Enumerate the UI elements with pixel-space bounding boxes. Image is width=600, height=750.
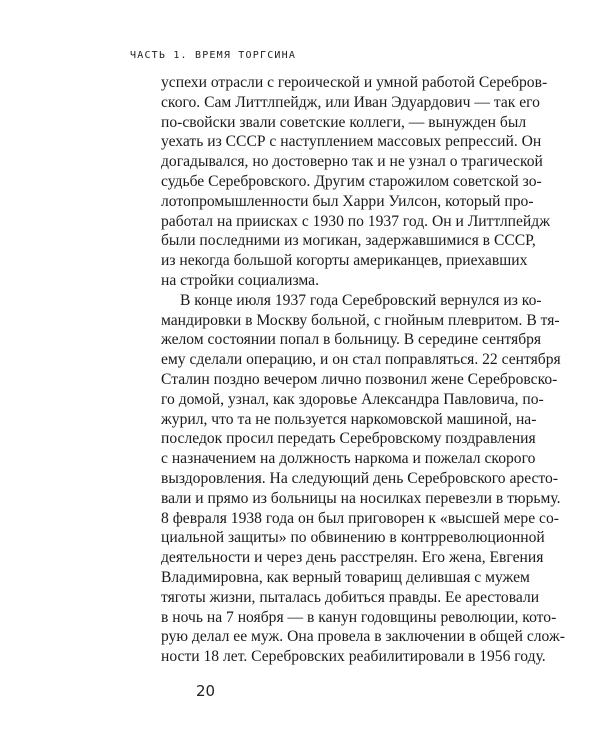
text-line: уехать из СССР с наступлением массовых репрессий. Он	[161, 133, 542, 151]
text-line: по-свойски звали советские коллеги, — вынужден был	[161, 113, 527, 131]
page-number: 20	[196, 682, 216, 700]
text-line: го домой, узнал, как здоровье Александра Павловича, по-	[161, 390, 544, 408]
text-line: рую делал ее муж. Она провела в заключении в общей слож-	[161, 628, 565, 646]
text-line: в ночь на 7 ноября — в канун годовщины революции, кото-	[161, 608, 557, 626]
paragraph	[161, 291, 565, 667]
text-line: последок просил передать Серебровскому поздравления	[161, 430, 536, 448]
text-line: тяготы жизни, пыталась добиться правды. Ее арестовали	[161, 588, 540, 606]
text-line: вали и прямо из больницы на носилках перевезли в тюрьму.	[161, 489, 561, 507]
text-line: успехи отрасли с героической и умной работой Серебров-	[161, 74, 548, 91]
text-line: мандировки в Москву больной, с гнойным плевритом. В тя-	[161, 311, 560, 329]
text-line: 8 февраля 1938 года он был приговорен к «высшей мере со-	[161, 509, 559, 527]
text-line: Сталин поздно вечером лично позвонил жене Серебровско-	[161, 370, 558, 388]
running-header: ЧАСТЬ 1. ВРЕМЯ ТОРГСИНА	[130, 50, 297, 61]
text-line: ему сделали операцию, и он стал поправляться. 22 сентября	[161, 351, 561, 369]
paragraph	[161, 73, 550, 291]
text-line: ности 18 лет. Серебровских реабилитировали в 1956 году.	[161, 648, 546, 666]
text-line: догадывался, но достоверно так и не узнал о трагической	[161, 153, 543, 171]
text-line: выздоровления. На следующий день Серебровского аресто-	[161, 469, 559, 487]
text-line: ского. Сам Литтлпейдж, или Иван Эдуардович — так его	[161, 93, 540, 111]
text-line: работал на приисках с 1930 по 1937 год. Он и Литтлпейдж	[161, 212, 550, 230]
text-line: В конце июля 1937 года Серебровский вернулся из ко-	[180, 291, 542, 309]
text-line: лотопромышленности был Харри Уилсон, который про-	[161, 192, 534, 210]
text-line: журил, что та не пользуется наркомовской машиной, на-	[161, 410, 537, 428]
body-text	[161, 73, 565, 667]
text-line: из некогда большой когорты американцев, приехавших	[161, 252, 528, 270]
text-line: судьбе Серебровского. Другим старожилом советской зо-	[161, 172, 542, 190]
text-line: циальной защиты» по обвинению в контрреволюционной	[161, 529, 545, 547]
text-line: с назначением на должность наркома и пожелал скорого	[161, 450, 536, 468]
text-line: деятельности и через день расстрелян. Его жена, Евгения	[161, 549, 544, 567]
text-line: Владимировна, как верный товарищ делившая с мужем	[161, 568, 530, 586]
text-line: на стройки социализма.	[161, 271, 319, 289]
text-line: желом состоянии попал в больницу. В середине сентября	[161, 331, 542, 349]
text-line: были последними из могикан, задержавшимися в СССР,	[161, 232, 536, 250]
